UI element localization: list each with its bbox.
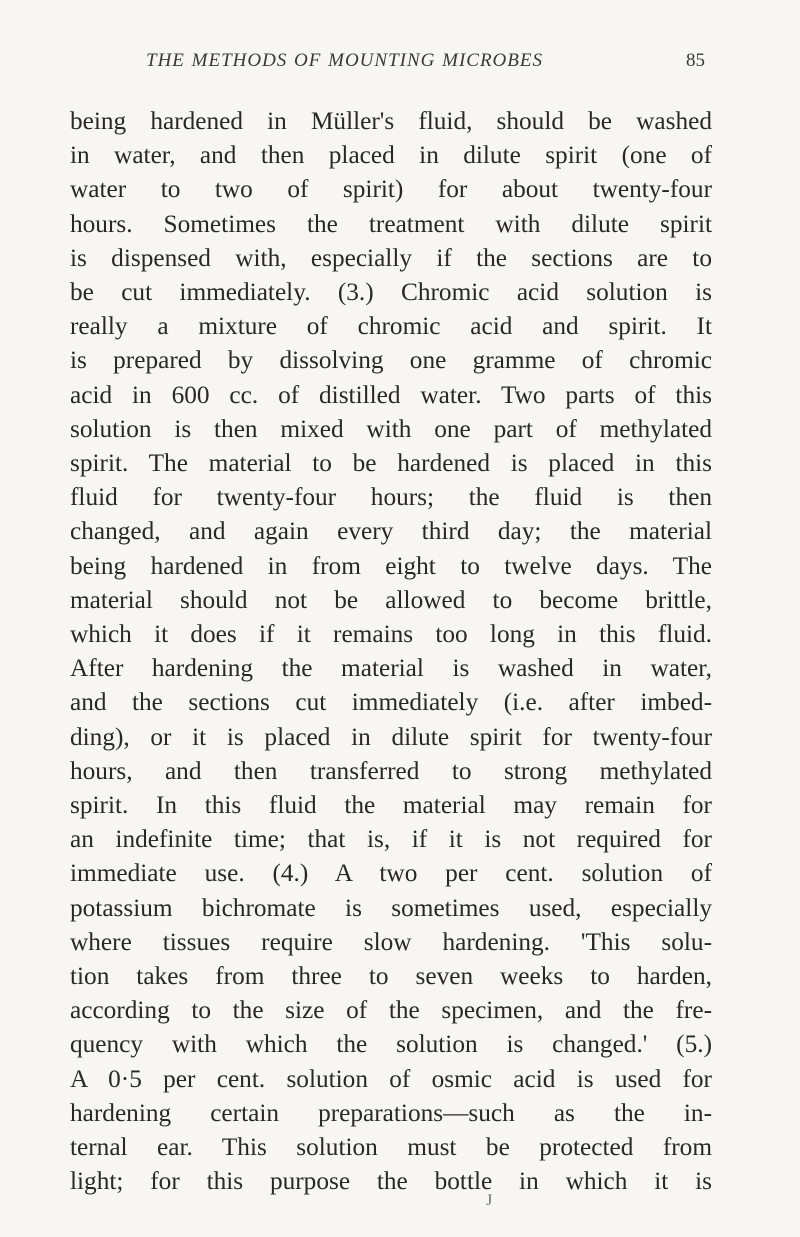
text-line: material should not be allowed to become brittle, <box>70 585 712 614</box>
text-line: is prepared by dissolving one gramme of chromic <box>70 346 712 375</box>
text-line: hours, and then transferred to strong methylated <box>70 756 712 785</box>
text-line: potassium bichromate is sometimes used, especially <box>70 893 712 922</box>
text-line: quency with which the solution is changed.' (5.) <box>70 1030 712 1059</box>
text-line: spirit. In this fluid the material may remain for <box>70 791 712 820</box>
text-line: changed, and again every third day; the material <box>70 517 712 546</box>
text-line: solution is then mixed with one part of methylated <box>70 414 712 443</box>
text-line: light; for this purpose the bottle in which it is <box>70 1167 712 1196</box>
text-line: acid in 600 cc. of distilled water. Two parts of this <box>70 380 712 409</box>
text-line: hours. Sometimes the treatment with dilute spirit <box>70 209 712 238</box>
text-line: according to the size of the specimen, and the fre- <box>70 996 712 1025</box>
running-header: THE METHODS OF MOUNTING MICROBES <box>146 50 543 71</box>
text-line: being hardened in Müller's fluid, should be washed <box>70 107 712 135</box>
text-line: is dispensed with, especially if the sections are to <box>70 243 712 272</box>
text-line: fluid for twenty-four hours; the fluid is then <box>70 483 712 512</box>
text-line: immediate use. (4.) A two per cent. solution of <box>70 859 712 888</box>
text-line: an indefinite time; that is, if it is not required for <box>70 825 712 854</box>
text-line: hardening certain preparations—such as the in- <box>70 1098 712 1127</box>
text-line: tion takes from three to seven weeks to harden, <box>70 962 712 991</box>
text-line: in water, and then placed in dilute spirit (one of <box>70 141 712 170</box>
body-text <box>70 104 712 1199</box>
text-line: being hardened in from eight to twelve days. The <box>70 551 712 580</box>
text-line: ding), or it is placed in dilute spirit for twenty-four <box>70 722 712 751</box>
page-number: 85 <box>686 50 705 71</box>
text-line: After hardening the material is washed in water, <box>70 654 712 683</box>
text-line: A 0·5 per cent. solution of osmic acid is used for <box>70 1064 712 1093</box>
text-line: ternal ear. This solution must be protected from <box>70 1133 712 1162</box>
text-line: which it does if it remains too long in this fluid. <box>70 620 712 649</box>
text-line: and the sections cut immediately (i.e. after imbed- <box>70 688 712 717</box>
text-line: spirit. The material to be hardened is placed in this <box>70 449 712 478</box>
text-line: water to two of spirit) for about twenty-four <box>70 175 712 204</box>
text-line: where tissues require slow hardening. 'This solu- <box>70 927 712 956</box>
text-line: really a mixture of chromic acid and spirit. It <box>70 312 712 341</box>
text-line: be cut immediately. (3.) Chromic acid solution is <box>70 278 712 307</box>
signature-mark: J <box>486 1192 493 1209</box>
